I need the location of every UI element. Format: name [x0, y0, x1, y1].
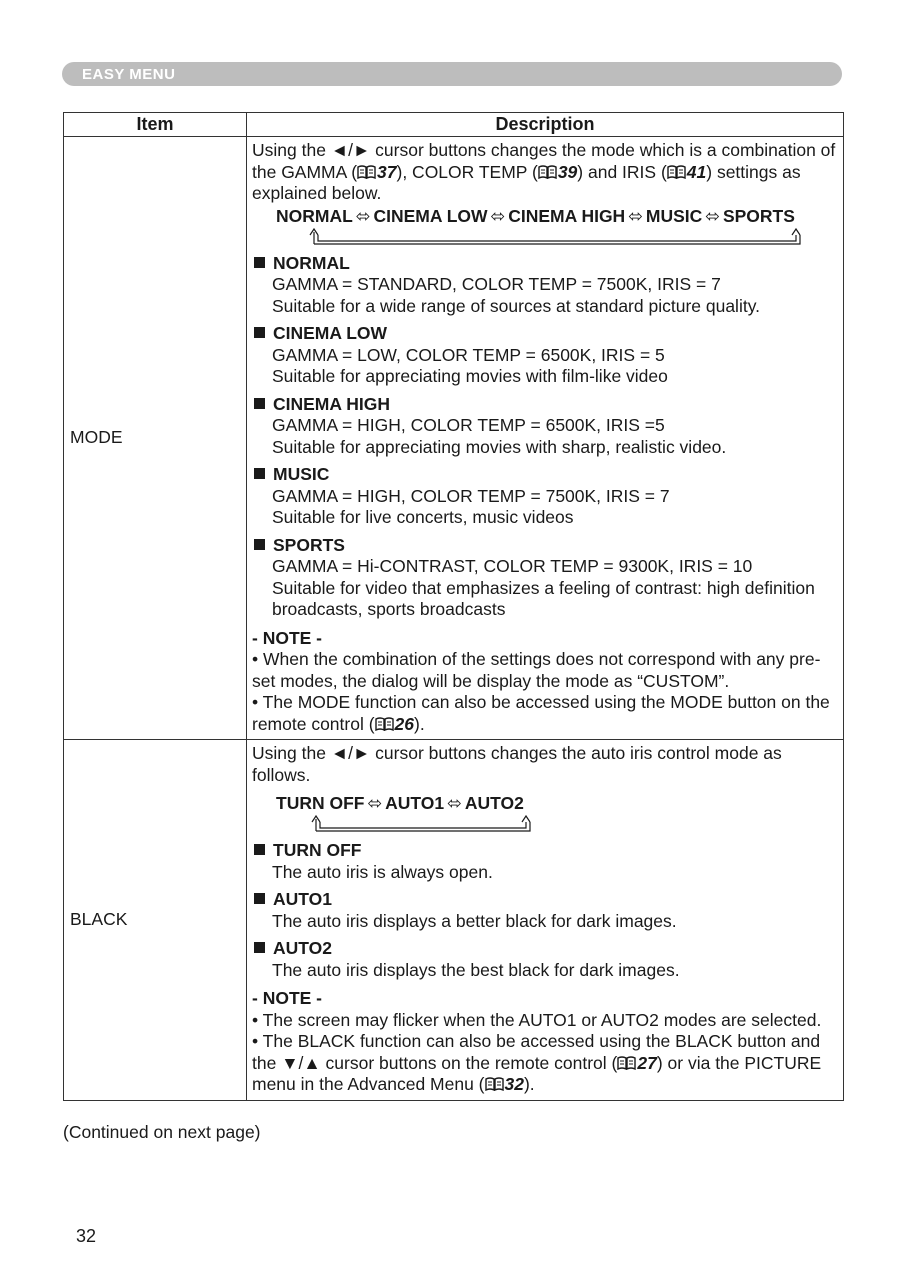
option-turn-off — [252, 840, 839, 883]
black-cycle-diagram — [276, 792, 839, 834]
square-bullet-icon — [254, 257, 265, 268]
flow-step: MUSIC — [645, 205, 703, 226]
loop-back-arrow-icon — [309, 227, 809, 247]
option-detail: GAMMA = HIGH, COLOR TEMP = 6500K, IRIS =5 — [272, 415, 665, 435]
option-normal — [252, 253, 839, 318]
option-detail: Suitable for appreciating movies with film-like video — [272, 366, 668, 386]
option-detail: GAMMA = HIGH, COLOR TEMP = 7500K, IRIS = 7 — [272, 485, 670, 506]
book-icon — [538, 165, 557, 179]
mode-intro: Using the ◄/► cursor buttons changes the mode which is a combination of the GAMMA ( 37), COLOR TEMP ( 39) and IRIS ( 41) settings as explained below. — [252, 140, 836, 203]
column-header-description: Description — [247, 113, 844, 137]
table-row-black — [64, 740, 844, 1101]
continued-note: (Continued on next page) — [63, 1122, 261, 1142]
section-title: EASY MENU — [82, 66, 176, 83]
mode-note — [252, 628, 839, 736]
square-bullet-icon — [254, 398, 265, 409]
book-icon — [375, 717, 394, 731]
option-name: MUSIC — [273, 464, 330, 484]
option-detail: Suitable for appreciating movies with sharp, realistic video. — [272, 436, 727, 457]
option-detail: Suitable for video that emphasizes a feeling of contrast: high definition broadcasts, sports broadcasts — [272, 577, 815, 619]
table-header-row — [64, 113, 844, 137]
note-item: • The screen may flicker when the AUTO1 or AUTO2 modes are selected. — [252, 1009, 822, 1030]
note-item: • The BLACK function can also be accessed using the BLACK button and the ▼/▲ cursor buttons on the remote control ( 27) or via the PICTURE menu in the Advanced Menu ( 32). — [252, 1031, 822, 1094]
flow-step: AUTO2 — [464, 793, 524, 813]
page-ref-gamma[interactable]: 37 — [377, 161, 397, 182]
option-name: SPORTS — [273, 534, 345, 555]
flow-step: CINEMA LOW — [373, 205, 488, 226]
option-detail: GAMMA = Hi-CONTRAST, COLOR TEMP = 9300K, IRIS = 10 — [272, 556, 753, 576]
page-number: 32 — [76, 1226, 97, 1246]
square-bullet-icon — [254, 539, 265, 550]
double-arrow-icon: ⬄ — [367, 793, 383, 813]
page-ref-remote[interactable]: 26 — [394, 713, 415, 734]
option-name: TURN OFF — [273, 840, 362, 860]
item-mode: MODE — [64, 137, 247, 740]
book-icon — [667, 165, 686, 179]
option-name: CINEMA HIGH — [273, 393, 390, 414]
description-mode — [247, 137, 844, 740]
flow-step: NORMAL — [276, 205, 353, 226]
option-detail: GAMMA = LOW, COLOR TEMP = 6500K, IRIS = 5 — [272, 344, 665, 365]
flow-step: CINEMA HIGH — [508, 205, 626, 226]
flow-step: TURN OFF — [276, 793, 365, 813]
option-detail: The auto iris is always open. — [272, 861, 493, 882]
double-arrow-icon: ⬄ — [628, 205, 643, 226]
book-icon — [617, 1056, 636, 1070]
item-black: BLACK — [64, 740, 247, 1101]
double-arrow-icon: ⬄ — [447, 793, 462, 813]
option-detail: The auto iris displays a better black for dark images. — [272, 910, 677, 931]
option-name: AUTO2 — [273, 938, 332, 958]
option-detail: The auto iris displays the best black for dark images. — [272, 959, 680, 980]
double-arrow-icon: ⬄ — [705, 205, 720, 226]
black-intro: Using the ◄/► cursor buttons changes the auto iris control mode as follows. — [252, 743, 782, 785]
option-cinema-high — [252, 394, 839, 459]
flow-step: SPORTS — [722, 205, 795, 226]
black-note — [252, 988, 839, 1096]
section-header-bar — [62, 62, 842, 86]
page-ref-color-temp[interactable]: 39 — [557, 161, 578, 182]
option-cinema-low — [252, 323, 839, 388]
book-icon — [485, 1077, 504, 1091]
square-bullet-icon — [254, 893, 265, 904]
note-item: • The MODE function can also be accessed using the MODE button on the remote control ( 26). — [252, 692, 830, 734]
flow-step: AUTO1 — [385, 793, 445, 813]
option-detail: GAMMA = STANDARD, COLOR TEMP = 7500K, IRIS = 7 — [272, 274, 721, 294]
page-ref-advanced-menu[interactable]: 32 — [504, 1074, 524, 1094]
black-cycle-sequence — [276, 792, 839, 814]
note-title: - NOTE - — [252, 627, 322, 648]
option-name: AUTO1 — [273, 889, 332, 909]
mode-cycle-diagram — [276, 205, 839, 247]
description-black — [247, 740, 844, 1101]
square-bullet-icon — [254, 942, 265, 953]
square-bullet-icon — [254, 844, 265, 855]
note-title: - NOTE - — [252, 988, 322, 1008]
book-icon — [357, 165, 376, 179]
settings-table — [63, 112, 844, 1101]
table-row-mode — [64, 137, 844, 740]
square-bullet-icon — [254, 327, 265, 338]
option-detail: Suitable for live concerts, music videos — [272, 507, 574, 527]
mode-cycle-sequence — [276, 205, 839, 227]
option-auto1 — [252, 889, 839, 932]
option-name: CINEMA LOW — [273, 323, 388, 343]
option-music — [252, 464, 839, 529]
page-ref-iris[interactable]: 41 — [686, 161, 707, 182]
option-auto2 — [252, 938, 839, 981]
column-header-item: Item — [64, 113, 247, 137]
note-item: • When the combination of the settings does not correspond with any pre-set modes, the dialog will be display the mode as “CUSTOM”. — [252, 649, 821, 691]
option-detail: Suitable for a wide range of sources at standard picture quality. — [272, 295, 761, 316]
double-arrow-icon: ⬄ — [490, 205, 506, 226]
option-name: NORMAL — [273, 252, 350, 273]
option-sports — [252, 535, 839, 621]
page-ref-remote[interactable]: 27 — [637, 1052, 657, 1073]
square-bullet-icon — [254, 468, 265, 479]
double-arrow-icon: ⬄ — [355, 205, 371, 226]
loop-back-arrow-icon — [311, 814, 541, 834]
